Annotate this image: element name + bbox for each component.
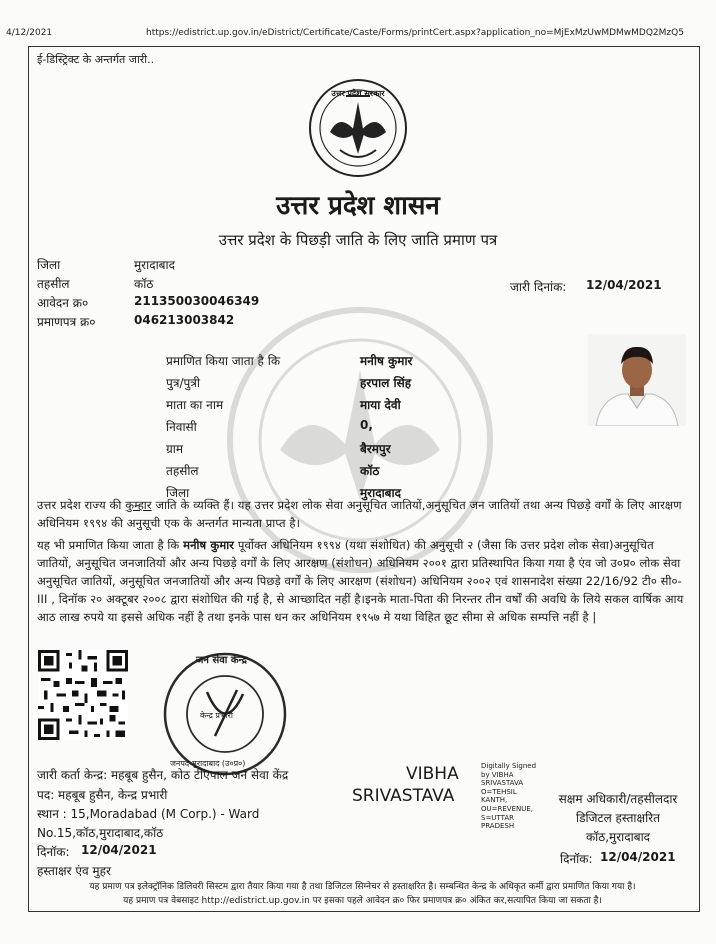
issuer-date-label: दिनॉक: xyxy=(37,845,70,859)
caste-name: कुम्हार xyxy=(125,498,152,512)
issuer-location: स्थान : 15,Moradabad (M Corp.) - Ward xyxy=(37,807,260,821)
detail-value-village: बैरमपुर xyxy=(360,442,391,456)
dsig-line: by VIBHA xyxy=(481,770,514,779)
digital-sign-name-2: SRIVASTAVA xyxy=(352,786,455,806)
dsig-line: S=UTTAR xyxy=(481,813,514,822)
authority-place: कॉठ,मुरादाबाद xyxy=(585,830,651,844)
issue-date-value: 12/04/2021 xyxy=(586,278,662,292)
issuer-ward: No.15,कॉठ,मुरादाबाद,कॉठ xyxy=(37,826,164,840)
emblem-caption: उत्तर प्रदेश सरकार xyxy=(331,89,385,98)
issuer-center: जारी कर्ता केन्द्र: महबूब हुसैन, कोठ टीएपाल जन सेवा केंद्र xyxy=(37,768,289,782)
caste-para-end: जाति के व्यक्ति हैं। यह उत्तर प्रदेश लोक सेवा अनुसूचित जातियों,अनुसूचित जन जातियों तथा अन्य पिछड़े वर्गों के लिए आरक्षण अधिनियम १९९४ की अनुसूची एक के अन्तर्गत मान्यता प्राप्त है। xyxy=(37,498,682,530)
issuer-date-value: 12/04/2021 xyxy=(81,843,157,857)
footer-line-2: यह प्रमाण पत्र वेबसाइट http://edistrict.up.gov.in पर इसका पहले आवेदन क्र० फिर प्रमाणपत्र क्र० अंकित कर,सत्यापित किया जा सकता है। xyxy=(123,896,602,906)
detail-label-certify: प्रमाणित किया जाता है कि xyxy=(166,354,281,368)
issue-date-label: जारी दिनांक: xyxy=(510,280,567,294)
cert-para-end: पूर्वोक्त अधिनियम १९९४ (यथा संशोधित) की अनुसूची २ (जैसा कि उत्तर प्रदेश लोक सेवा)अनुसूचित जातियों, अनुसूचित जनजातियों और अन्य पिछड़े वर्गों के लिए आरक्षण (संशोधन) अधिनियम २००१ द्वारा प्रतिस्थापित किया गया है एंव जो उ०प्र० लोक सेवा अनुसूचित जातियों, अनुसूचित जनजातियों और अन्य पिछड़े वर्गों के लिए आरक्षण (संशोधन) अधिनियम २००२ एवं शासनादेश संख्या 22/16/92 टी० सी०-III , दिनॉक २० अक्टूबर २००८ द्वारा संशोधित की गई है, से आच्छादित नहीं है।इनके माता-पिता की निरन्तर तीन वर्षों की अवधि के लिये सकल वार्षिक आय आठ लाख रुपये या इससे अधिक नहीं है तथा इनके पास धन कर अधिनियम १९५७ मे यथा विहित छूट सीमा से अधिक सम्पत्ति नहीं है | xyxy=(37,538,684,624)
caste-para-start: उत्तर प्रदेश राज्य की xyxy=(37,498,126,512)
stamp-bottom-text: जनपद-मुरादाबाद (उ०प्र०) xyxy=(170,759,246,768)
authority-date-value: 12/04/2021 xyxy=(600,850,676,864)
certificate-title: उत्तर प्रदेश शासन xyxy=(276,191,440,221)
digital-sign-details xyxy=(481,762,536,831)
stamp-top-text: जन सेवा केन्द्र xyxy=(196,655,247,666)
dsig-line: SRIVASTAVA xyxy=(481,779,524,788)
print-date: 4/12/2021 xyxy=(6,28,53,38)
stamp-middle-text: केन्द्र प्रभारी xyxy=(200,711,233,720)
caste-paragraph xyxy=(37,496,687,532)
cert-para-start: यह भी प्रमाणित किया जाता है कि xyxy=(37,538,184,552)
detail-label-village: ग्राम xyxy=(166,442,184,456)
application-label: आवेदन क्र० xyxy=(37,296,89,310)
authority-digital-signed: डिजिटल हस्ताक्षरित xyxy=(576,811,660,825)
detail-value-mother: माया देवी xyxy=(360,398,401,412)
issued-under-note: ई-डिस्ट्रिक्ट के अन्तर्गत जारी.. xyxy=(37,53,155,66)
detail-value-resident: 0, xyxy=(360,418,373,432)
dsig-line: OU=REVENUE, xyxy=(481,804,534,813)
detail-value-district: मुरादाबाद xyxy=(360,486,402,500)
footer-line-1: यह प्रमाण पत्र इलेक्ट्रॉनिक डिलिवरी सिस्टम द्वारा तैयार किया गया है तथा डिजिटल सिग्नेचर से हस्ताक्षरित है। सम्बन्धित केन्द्र के अधिकृत कर्मी द्वारा प्रमाणित किया गया है। xyxy=(89,882,636,892)
application-number: 211350030046349 xyxy=(134,294,260,308)
district-label: जिला xyxy=(37,258,61,272)
tehsil-value: कॉठ xyxy=(134,277,154,291)
verification-qr-code xyxy=(37,650,129,740)
district-value: मुरादाबाद xyxy=(134,258,176,272)
dsig-line: KANTH, xyxy=(481,796,508,805)
certificate-label: प्रमाणपत्र क्र० xyxy=(37,315,96,329)
detail-label-resident: निवासी xyxy=(166,420,197,434)
detail-label-father: पुत्र/पुत्री xyxy=(166,376,201,390)
detail-label-mother: माता का नाम xyxy=(166,398,224,412)
authority-date-label: दिनॉक: xyxy=(560,852,593,866)
detail-label-tehsil: तहसील xyxy=(166,464,199,478)
certification-paragraph xyxy=(37,536,687,626)
detail-label-district: जिला xyxy=(166,486,190,500)
issuer-designation: पद: महबूब हुसैन, केन्द्र प्रभारी xyxy=(37,788,168,802)
certificate-subtitle: उत्तर प्रदेश के पिछड़ी जाति के लिए जाति प्रमाण पत्र xyxy=(218,231,498,249)
print-url[interactable]: https://edistrict.up.gov.in/eDistrict/Certificate/Caste/Forms/printCert.aspx?application_no=MjExMzUwMDMwMDQ2MzQ5 xyxy=(146,28,684,38)
cert-applicant-name: मनीष कुमार xyxy=(183,538,235,552)
dsig-line: O=TEHSIL xyxy=(481,787,517,796)
certificate-number: 046213003842 xyxy=(134,313,235,327)
dsig-line: PRADESH xyxy=(481,822,515,831)
dsig-line: Digitally Signed xyxy=(481,762,537,770)
tehsil-label: तहसील xyxy=(37,277,70,291)
detail-value-father: हरपाल सिंह xyxy=(360,376,412,390)
detail-value-name: मनीष कुमार xyxy=(360,354,413,368)
detail-value-tehsil: कॉठ xyxy=(360,464,380,478)
footer-note xyxy=(30,880,695,908)
applicant-photo xyxy=(588,334,686,426)
issuer-signature-label: हस्ताक्षर एंव मुहर xyxy=(37,864,111,878)
digital-sign-name-1: VIBHA xyxy=(406,764,459,784)
authority-title: सक्षम अधिकारी/तहसीलदार xyxy=(558,792,678,806)
